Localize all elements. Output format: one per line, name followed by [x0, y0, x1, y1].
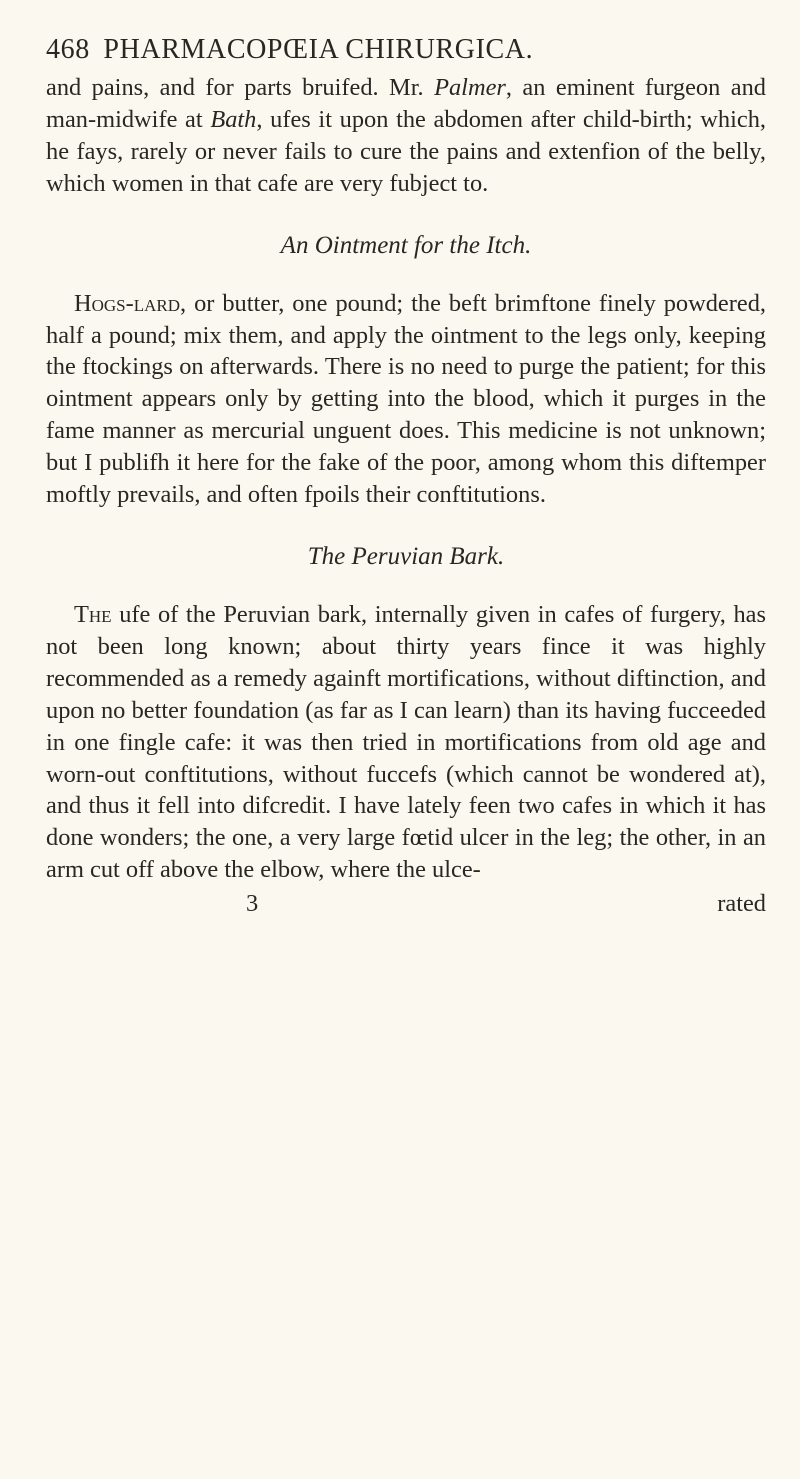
paragraph-text: , an eminent furgeon and man-midwife at — [46, 74, 766, 133]
place-name: Bath — [210, 105, 257, 133]
page-number: 468 — [46, 34, 90, 65]
paragraph-text: , or butter, one pound; the beft brimftone finely powdered, half a pound; mix them, and apply the ointment to the legs only, keeping the ftockings on afterwards. There is no need to purge the patient; for this ointment appears only by getting into the blood, which it purges in the fame manner as mercurial unguent does. This medicine is not unknown; but I publifh it here for the fake of the poor, among whom this diftemper moftly prevails, and often fpoils their conftitutions. — [46, 289, 766, 509]
book-page — [46, 30, 766, 920]
catchword: rated — [717, 890, 766, 918]
running-title: PHARMACOPŒIA CHIRURGICA. — [103, 34, 534, 65]
paragraph-text: and pains, and for parts bruifed. Mr. — [46, 74, 435, 101]
continued-paragraph — [46, 72, 766, 200]
running-head — [46, 30, 766, 70]
paragraph-text: , ufes it upon the abdomen after child-birth; which, he fays, rarely or never fails to cure the pains and extenfion of the belly, which women in that cafe are very fubject to. — [46, 105, 766, 197]
lead-word: Hogs-lard — [74, 289, 181, 317]
section-heading-itch: An Ointment for the Itch. — [280, 231, 532, 259]
signature-mark: 3 — [246, 890, 259, 918]
page-footer — [46, 888, 766, 920]
bark-paragraph — [46, 599, 766, 886]
paragraph-text: ufe of the Peruvian bark, internally given in cafes of furgery, has not been long known; about thirty years fince it was highly recommended as a remedy againft mortifications, without diftinction, and upon no better foundation (as far as I can learn) than its having fucceeded in one fingle cafe: it was then tried in mortifications from old age and worn-out conftitutions, without fuccefs (which cannot be wondered at), and thus it fell into difcredit. I have lately feen two cafes in which it has done wonders; the one, a very large fœtid ulcer in the leg; the other, in an arm cut off above the elbow, where the ulce- — [46, 600, 766, 884]
lead-word: The — [74, 600, 112, 628]
person-name: Palmer — [434, 74, 506, 101]
section-heading-bark: The Peruvian Bark. — [307, 542, 505, 570]
itch-paragraph — [46, 288, 766, 511]
